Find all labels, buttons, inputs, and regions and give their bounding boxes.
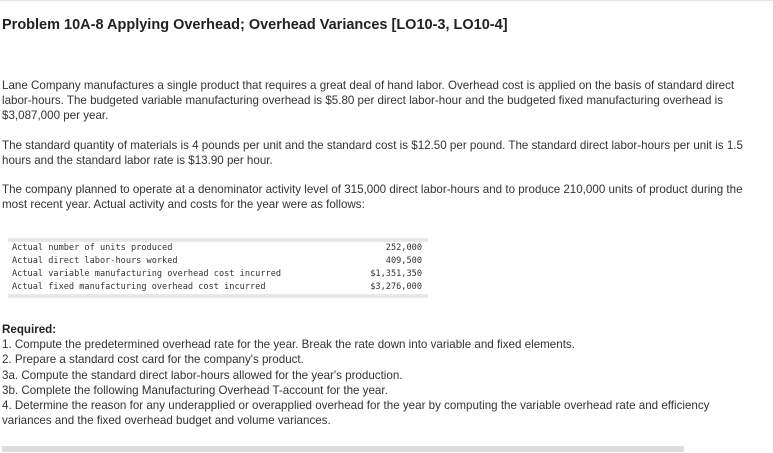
table-row [8, 281, 428, 296]
activity-paragraph: The company planned to operate at a denominator activity level of 315,000 direct labor-hours and to produce 210,000 units of product during the most recent year. Actual activity and costs for the year were as follows: [2, 183, 743, 212]
table-row [8, 240, 428, 255]
intro-paragraph: Lane Company manufactures a single product that requires a great deal of hand labor. Overhead cost is applied on the basis of standard direct labor-hours. The budgeted variable manufacturing overhead is $5.80 per direct labor-hour and the budgeted fixed manufacturing overhead is $3,087,000 per year. [2, 79, 735, 123]
row-label: Actual fixed manufacturing overhead cost incurred [12, 282, 266, 292]
required-item-4: 4. Determine the reason for any underapplied or overapplied overhead for the year by computing the variable overhead rate and efficiency variances and the fixed overhead budget and volume variances. [2, 399, 710, 428]
table-row [8, 255, 428, 268]
row-label: Actual number of units produced [12, 243, 173, 253]
problem-title: Problem 10A-8 Applying Overhead; Overhead Variances [LO10-3, LO10-4] [2, 17, 508, 33]
required-item-3b: 3b. Complete the following Manufacturing Overhead T-account for the year. [2, 383, 388, 397]
row-value: 409,500 [385, 256, 422, 266]
row-label: Actual variable manufacturing overhead cost incurred [12, 269, 282, 279]
row-label: Actual direct labor-hours worked [12, 256, 178, 266]
row-value: $3,276,000 [370, 282, 422, 292]
required-item-2: 2. Prepare a standard cost card for the company's product. [2, 353, 304, 367]
required-section [2, 322, 754, 428]
actual-activity-table [8, 238, 428, 298]
required-item-1: 1. Compute the predetermined overhead rate for the year. Break the rate down into variable and fixed elements. [2, 338, 575, 352]
top-divider [0, 0, 773, 1]
row-value: $1,351,350 [370, 269, 422, 279]
required-heading: Required: [2, 323, 57, 336]
required-item-3a: 3a. Compute the standard direct labor-hours allowed for the year's production. [2, 368, 403, 382]
row-value: 252,000 [385, 243, 422, 253]
horizontal-scrollbar[interactable] [2, 446, 684, 452]
standards-paragraph: The standard quantity of materials is 4 pounds per unit and the standard cost is $12.50 per pound. The standard direct labor-hours per unit is 1.5 hours and the standard labor rate is $13.90 per hour. [2, 139, 743, 168]
table-row [8, 268, 428, 281]
